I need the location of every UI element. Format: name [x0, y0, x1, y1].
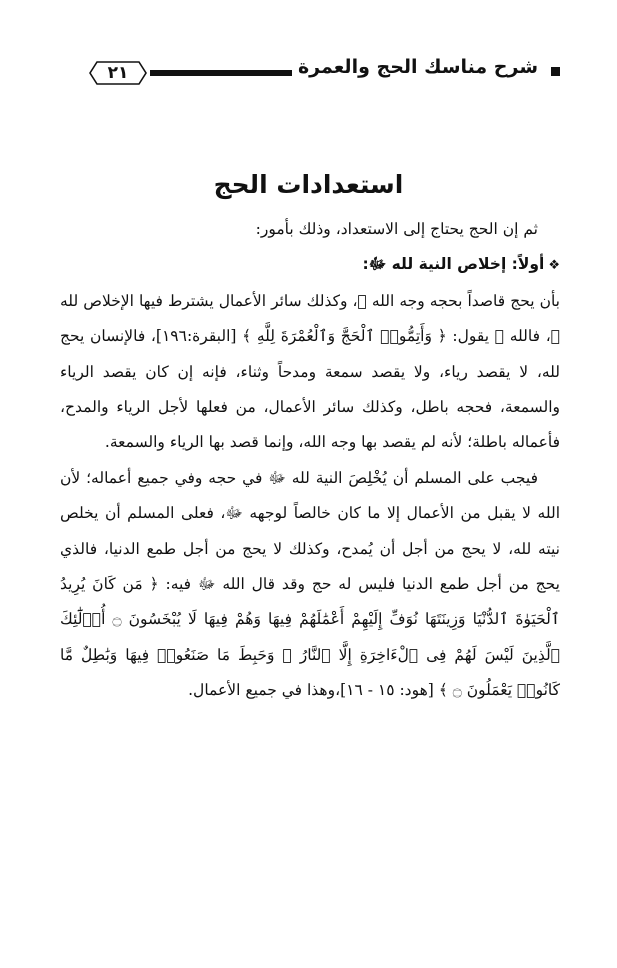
body-paragraph-2: فيجب على المسلم أن يُخْلِصَ النية لله ﷻ في حجه وفي جميع أعماله؛ لأن الله لا يقبل من الأعمال إلا ما كان خالصاً لوجهه ﷻ، فعلى المسلم أن يخلص نيته لله، لا يحج من أجل أن يُمدح، وكذلك لا يحج من أجل طمع الدنيا، فالذي يحج من أجل طمع الدنيا فليس له حج وقد قال الله ﷻ فيه: ﴿ مَن كَانَ يُرِيدُ ٱلْحَيَوٰةَ ٱلدُّنْيَا وَزِينَتَهَا نُوَفِّ إِلَيْهِمْ أَعْمَٰلَهُمْ فِيهَا وَهُمْ فِيهَا لَا يُبْخَسُونَ ۝ أُو۟لَٰٓئِكَ ٱلَّذِينَ لَيْسَ لَهُمْ فِى ٱلْءَاخِرَةِ إِلَّا ٱلنَّارُ ۖ وَحَبِطَ مَا صَنَعُوا۟ فِيهَا وَبَٰطِلٌ مَّا كَانُوا۟ يَعْمَلُونَ ۝ ﴾ [هود: ١٥ - ١٦]،وهذا في جميع الأعمال. — [60, 468, 560, 700]
page-header — [70, 52, 560, 98]
body-paragraph-1: بأن يحج قاصداً بحجه وجه الله ﷻ، وكذلك سائر الأعمال يشترط فيها الإخلاص لله ﷻ، فالله ﷻ يقول: ﴿ وَأَتِمُّوا۟ ٱلْحَجَّ وَٱلْعُمْرَةَ لِلَّهِ ﴾ [البقرة:١٩٦]، فالإنسان يحج لله، لا يقصد رياء، ولا يقصد سمعة ومدحاً وثناء، فإنه إن كان يقصد الرياء والسمعة، فحجه باطل، وكذلك سائر الأعمال، من فعلها لأجل الرياء والمدح، فأعماله باطلة؛ لأنه لم يقصد بها وجه الله، وإنما قصد بها الرياء والسمعة. — [60, 291, 560, 452]
page-number-frame — [88, 60, 148, 86]
section-heading-text: أولاً: إخلاص النية لله ﷻ: — [362, 255, 545, 274]
header-square-icon — [551, 67, 560, 76]
chapter-title: استعدادات الحج — [213, 170, 404, 199]
page-number: ٢١ — [107, 63, 129, 83]
diamond-bullet-icon: ❖ — [548, 258, 560, 274]
book-title: شرح مناسك الحج والعمرة — [297, 56, 538, 78]
section-heading — [60, 247, 560, 283]
page-body — [60, 212, 560, 709]
intro-paragraph: ثم إن الحج يحتاج إلى الاستعداد، وذلك بأمور: — [255, 220, 538, 238]
header-rule — [150, 70, 292, 76]
